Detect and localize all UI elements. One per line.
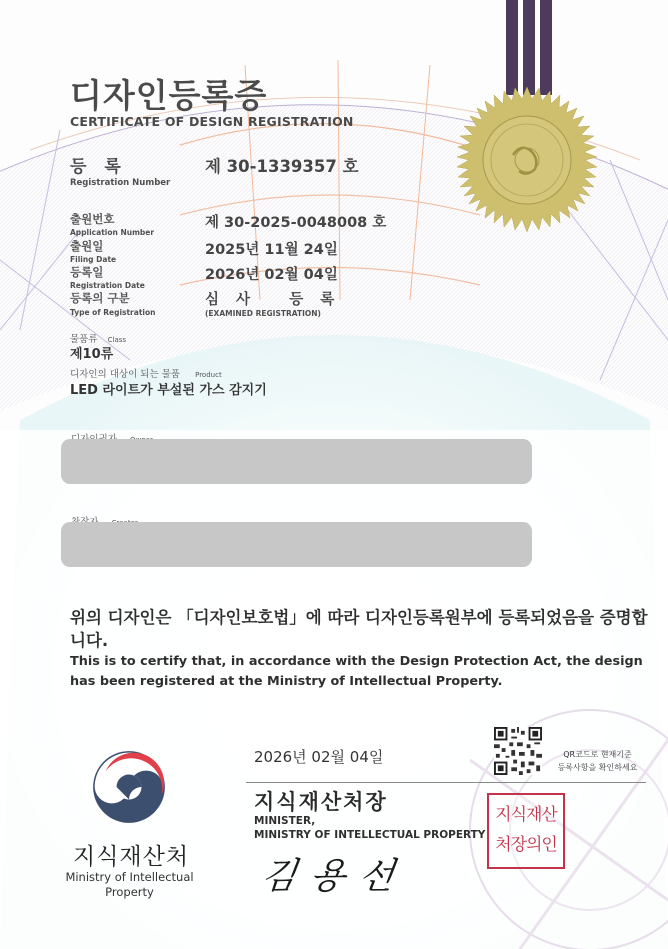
issue-date: 2026년 02월 04일: [254, 748, 384, 766]
product-value: LED 라이트가 부설된 가스 감지기: [70, 383, 267, 398]
application-number-label-ko: 출원번호: [70, 212, 115, 226]
registration-date-value: 2026년 02월 04일: [205, 267, 338, 283]
product-label-ko: 디자인의 대상이 되는 물품: [70, 369, 181, 380]
product-label-en: Product: [195, 371, 222, 379]
certificate-title-ko: 디자인등록증: [70, 76, 268, 115]
minister-title-line2: MINISTRY OF INTELLECTUAL PROPERTY: [254, 829, 486, 841]
certification-text-ko: 위의 디자인은 「디자인보호법」에 따라 디자인등록원부에 등록되었음을 증명합니다.: [70, 608, 648, 650]
ministry-name-en: Ministry of Intellectual Property: [65, 870, 194, 899]
registration-type-value: 심 사 등 록: [205, 292, 341, 308]
qr-instruction-text: [545, 748, 650, 774]
qr-code-icon[interactable]: [494, 727, 542, 775]
minister-title-line1: MINISTER,: [254, 815, 316, 827]
stamp-line2: 처장의인: [495, 835, 557, 855]
creator-redacted-field: [61, 522, 532, 567]
qr-text-line2: 등록사항을 확인하세요: [557, 763, 638, 772]
registration-label-ko: 등 록: [70, 157, 127, 177]
application-number-value: 제 30-2025-0048008 호: [205, 215, 387, 231]
ministry-logo-icon: [90, 748, 168, 826]
stamp-line1: 지식재산: [495, 805, 557, 825]
ministry-name-ko: 지식재산처: [73, 844, 190, 870]
class-value: 제10류: [70, 347, 114, 362]
ribbon-stripe-3: [540, 0, 552, 95]
filing-date-label-en: Filing Date: [70, 255, 117, 264]
official-red-stamp: [487, 793, 565, 869]
ribbon-stripe-2: [523, 0, 535, 95]
gold-seal-icon: [447, 85, 607, 245]
signature-divider: [246, 782, 646, 783]
filing-date-value: 2025년 11월 24일: [205, 242, 338, 258]
class-label-en: Class: [107, 336, 127, 344]
owner-redacted-field: [61, 439, 532, 484]
registration-number: 제 30-1339357 호: [205, 157, 359, 176]
registration-date-label-en: Registration Date: [70, 281, 145, 290]
registration-type-sub: (EXAMINED REGISTRATION): [205, 309, 321, 318]
ribbon-stripe-1: [506, 0, 518, 95]
filing-date-label-ko: 출원일: [70, 239, 104, 253]
registration-date-label-ko: 등록일: [70, 265, 104, 279]
minister-signature: 김용선: [258, 856, 411, 897]
certification-text-en: This is to certify that, in accordance with the Design Protection Act, the design has been registered at the Ministry of Intellectual Property.: [70, 654, 643, 689]
registration-label-en: Registration Number: [70, 178, 171, 188]
class-label-ko: 물품류: [70, 334, 98, 345]
qr-text-line1: QR코드로 현재기준: [563, 750, 632, 759]
registration-type-label-ko: 등록의 구분: [70, 291, 130, 305]
certificate-title-en: CERTIFICATE OF DESIGN REGISTRATION: [70, 114, 354, 129]
chief-title-ko: 지식재산처장: [254, 790, 388, 814]
registration-type-label-en: Type of Registration: [70, 308, 156, 317]
application-number-label-en: Application Number: [70, 228, 155, 237]
minister-title-en: [254, 814, 485, 842]
